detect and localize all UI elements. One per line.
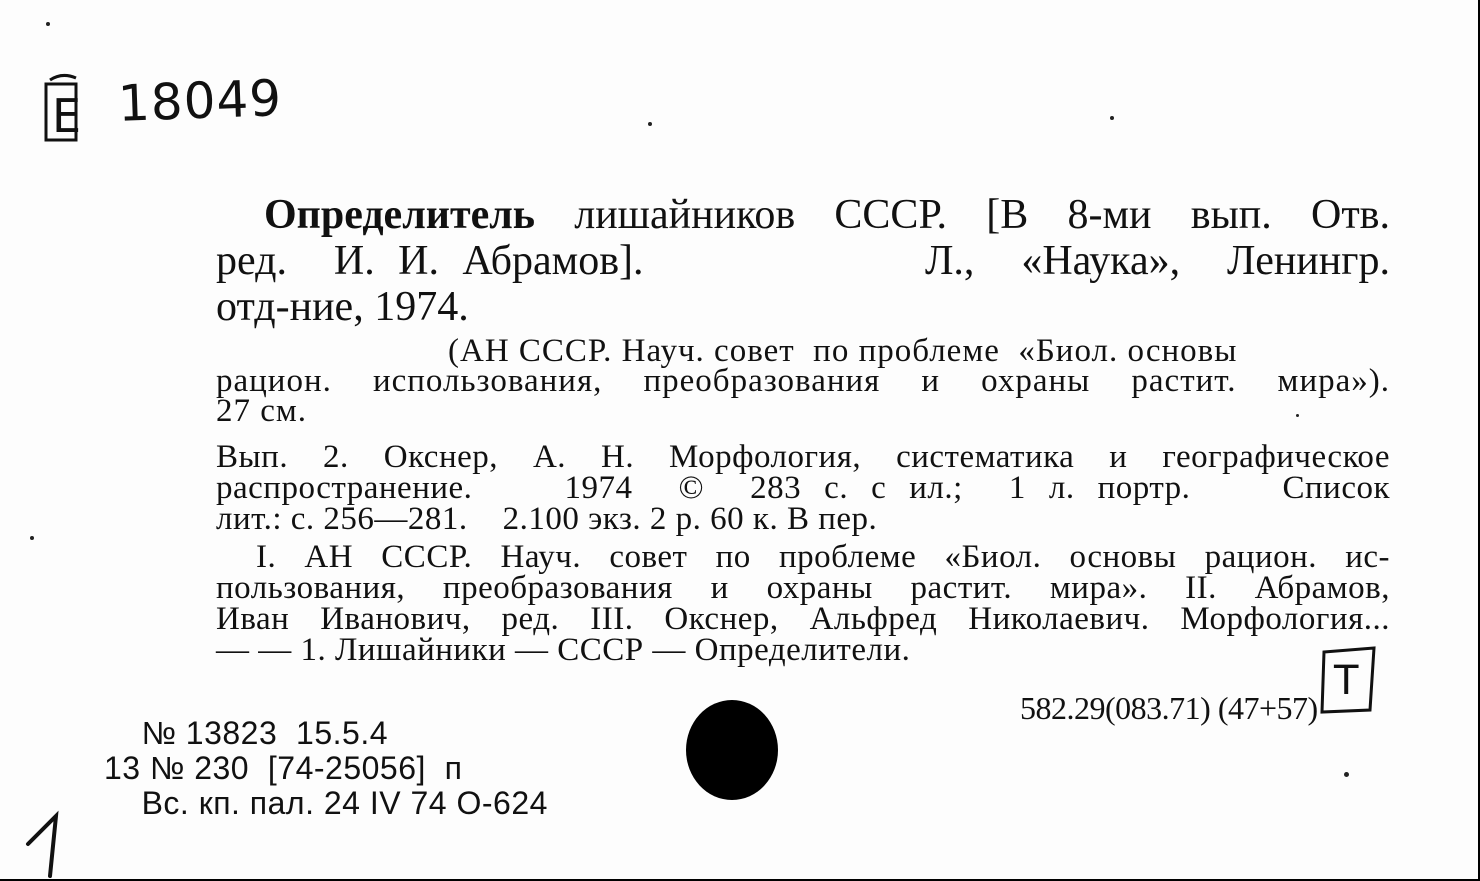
speck [1344, 772, 1349, 777]
issue-line-3: лит.: с. 256—281. 2.100 экз. 2 р. 60 к. В пер. [216, 501, 878, 537]
punch-hole [686, 700, 778, 800]
speck [46, 22, 50, 26]
title-line-2: ред. И. И. Абрамов]. Л., «Наука», Ленингр. [216, 238, 1390, 284]
title-heading: Определитель [264, 192, 536, 238]
issue-line-2: распространение. 1974 © 283 с. с ил.; 1 л. портр. Список [216, 470, 1390, 506]
tracing-line-1: I. АН СССР. Науч. совет по проблеме «Биол. основы рацион. ис- [256, 539, 1390, 575]
series-line-1: (АН СССР. Науч. совет по проблеме «Биол. основы [448, 333, 1238, 369]
footer-line-3: Вс. кп. пал. 24 IV 74 О-624 [104, 785, 548, 821]
issue-line-1: Вып. 2. Окснер, А. Н. Морфология, систематика и географическое [216, 439, 1390, 475]
issue-description [216, 439, 1390, 537]
footer-line-1: № 13823 15.5.4 [104, 715, 389, 751]
tracing-line-3: Иван Иванович, ред. III. Окснер, Альфред Николаевич. Морфология... [216, 601, 1390, 637]
handwritten-t-mark-icon [1312, 640, 1384, 720]
tracing-line-4: — — 1. Лишайники — СССР — Определители. [216, 632, 911, 668]
udc-classification: 582.29(083.71) (47+57) [1020, 690, 1318, 726]
handwritten-accession-number: 18049 [117, 69, 284, 133]
title-line-3: отд-ние, 1974. [216, 284, 469, 330]
tracings [216, 539, 1390, 668]
card-footer [104, 716, 548, 821]
t-mark-letter: Т [1334, 658, 1359, 704]
speck [30, 536, 34, 540]
speck [648, 122, 652, 126]
tracing-line-2: пользования, преобразования и охраны растит. мира». II. Абрамов, [216, 570, 1390, 606]
stamp-letter: E [52, 89, 82, 143]
title-line-1 [216, 192, 1390, 238]
title-block [216, 192, 1390, 330]
series-line-3: 27 см. [216, 393, 308, 429]
footer-line-2: 13 № 230 [74-25056] п [104, 750, 463, 786]
series-note [216, 333, 1390, 429]
handwritten-one [22, 810, 72, 880]
title-line-1-rest: лишайников СССР. [В 8-ми вып. Отв. [574, 192, 1390, 238]
speck [1296, 414, 1299, 417]
series-line-2: рацион. использования, преобразования и охраны растит. мира»). [216, 363, 1390, 399]
speck [1110, 116, 1114, 120]
